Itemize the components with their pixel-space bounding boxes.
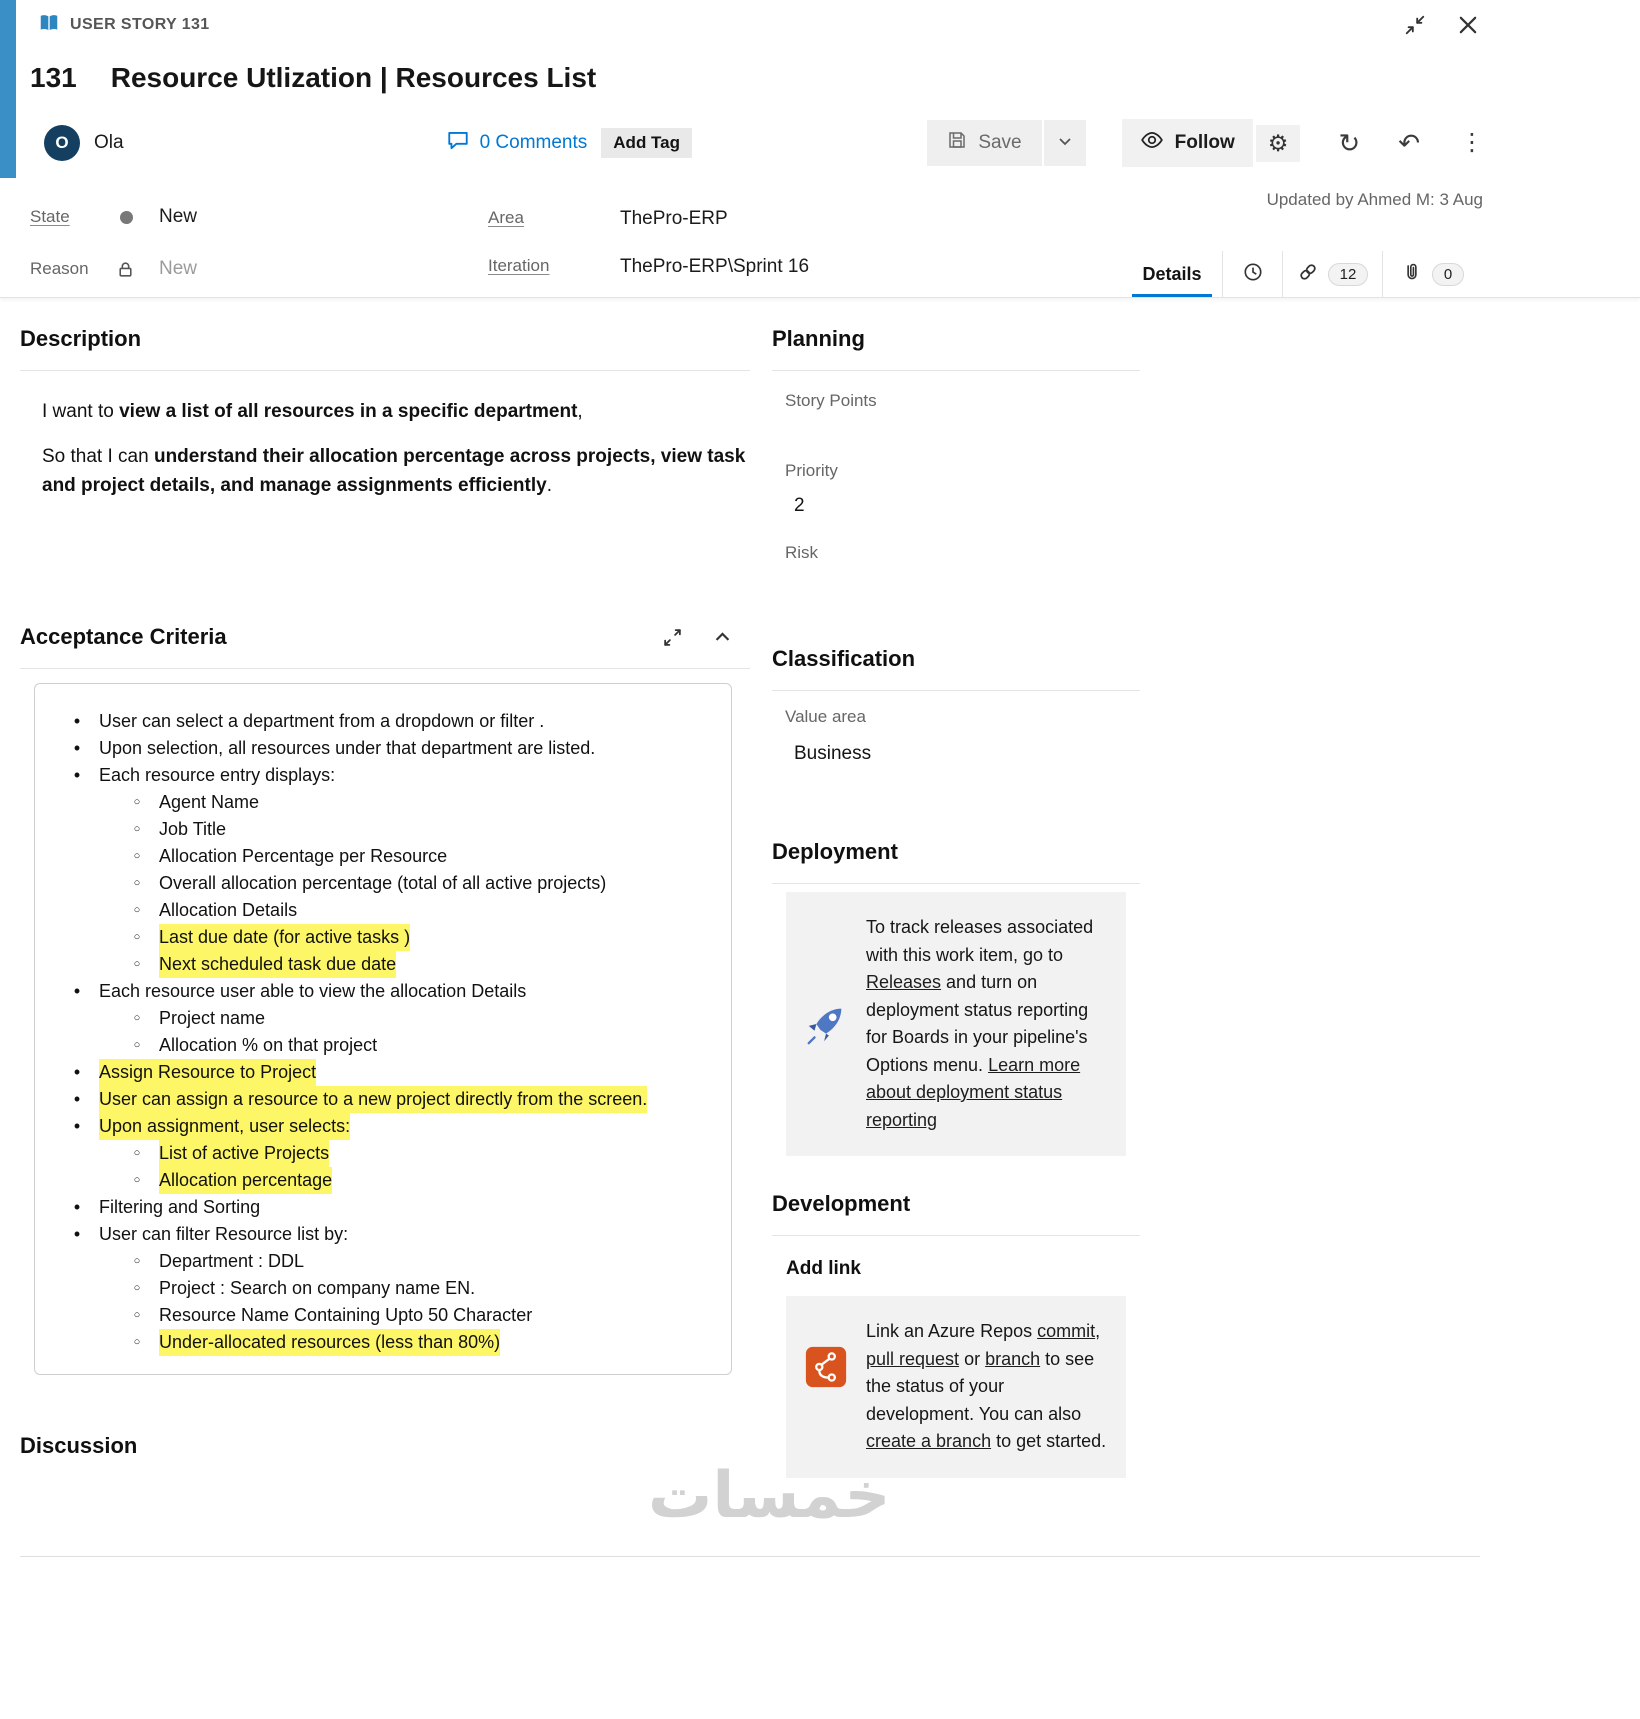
bullet-circle-icon: ○ — [133, 931, 141, 943]
expand-icon[interactable] — [662, 627, 683, 648]
bullet-circle-icon: ○ — [133, 1309, 141, 1321]
tab-details[interactable] — [1122, 251, 1222, 297]
deployment-panel — [786, 892, 1126, 1156]
acceptance-item: • Filtering and Sorting — [55, 1194, 667, 1221]
priority-value[interactable]: 2 — [794, 495, 805, 516]
acceptance-item: ○ Under-allocated resources (less than 80%) — [55, 1329, 667, 1356]
work-item-title[interactable] — [30, 62, 596, 94]
tab-links[interactable] — [1282, 251, 1382, 297]
development-heading-label: Development — [772, 1191, 911, 1216]
acceptance-item: ○ Allocation Percentage per Resource — [55, 843, 667, 870]
acceptance-item: ○ Next scheduled task due date — [55, 951, 667, 978]
bullet-disc-icon: • — [73, 1116, 81, 1136]
titlebar — [16, 0, 1640, 50]
development-heading — [772, 1163, 1140, 1236]
bullet-circle-icon: ○ — [133, 1282, 141, 1294]
save-icon — [947, 130, 967, 156]
deployment-heading-label: Deployment — [772, 839, 898, 864]
acceptance-criteria-heading-label: Acceptance Criteria — [20, 624, 227, 649]
chevron-down-icon — [1057, 133, 1073, 154]
tab-details-label: Details — [1142, 263, 1202, 284]
inline-link[interactable]: branch — [985, 1348, 1041, 1369]
bullet-circle-icon: ○ — [133, 823, 141, 835]
acceptance-item: • User can assign a resource to a new project directly from the screen. — [55, 1086, 667, 1113]
bullet-disc-icon: • — [73, 981, 81, 1001]
bullet-circle-icon: ○ — [133, 958, 141, 970]
toolbar — [16, 110, 1640, 176]
bullet-disc-icon: • — [73, 765, 81, 785]
area-value[interactable]: ThePro-ERP — [620, 208, 728, 229]
classification-heading-label: Classification — [772, 646, 916, 671]
value-area-value[interactable]: Business — [794, 743, 872, 764]
paperclip-icon — [1401, 261, 1423, 288]
main-column — [20, 298, 750, 1477]
value-area-label: Value area — [785, 707, 866, 726]
bullet-circle-icon: ○ — [133, 850, 141, 862]
bullet-circle-icon: ○ — [133, 796, 141, 808]
discussion-divider — [20, 1556, 1480, 1557]
discussion-heading — [20, 1405, 750, 1477]
story-points-label: Story Points — [785, 391, 877, 410]
save-label: Save — [978, 132, 1022, 153]
kebab-menu-icon[interactable]: ⋮ — [1460, 129, 1484, 156]
reason-label: Reason — [30, 259, 89, 278]
work-item-id: 131 — [30, 62, 77, 93]
links-count-badge: 12 — [1328, 263, 1369, 286]
acceptance-item: • Each resource user able to view the allocation Details — [55, 978, 667, 1005]
link-icon — [1297, 261, 1319, 288]
acceptance-item: ○ Job Title — [55, 816, 667, 843]
acceptance-item: ○ Overall allocation percentage (total of all active projects) — [55, 870, 667, 897]
work-item-type-color-bar — [0, 0, 16, 178]
bullet-circle-icon: ○ — [133, 1039, 141, 1051]
acceptance-criteria-heading — [20, 596, 750, 669]
development-panel — [786, 1296, 1126, 1478]
bullet-circle-icon: ○ — [133, 904, 141, 916]
state-field — [30, 206, 197, 228]
refresh-icon[interactable]: ↻ — [1338, 128, 1361, 158]
description-heading — [20, 298, 750, 371]
assignee-name[interactable]: Ola — [94, 132, 124, 153]
acceptance-item: • Upon selection, all resources under that department are listed. — [55, 735, 667, 762]
area-label: Area — [488, 208, 524, 227]
acceptance-criteria-box[interactable] — [34, 683, 732, 1375]
attachments-count-badge: 0 — [1432, 263, 1464, 286]
acceptance-item: ○ List of active Projects — [55, 1140, 667, 1167]
deployment-info-text: To track releases associated with this work item, go to Releases and turn on deployment status reporting for Boards in your pipeline's Options menu. Learn more about deployment status reporting — [866, 917, 1094, 1130]
classification-heading — [772, 618, 1140, 691]
window-controls — [1404, 13, 1480, 37]
area-field — [488, 208, 728, 230]
acceptance-item: ○ Agent Name — [55, 789, 667, 816]
state-dot-icon — [120, 211, 133, 224]
bullet-circle-icon: ○ — [133, 1174, 141, 1186]
follow-label: Follow — [1174, 132, 1235, 153]
inline-link[interactable]: commit — [1037, 1321, 1096, 1341]
acceptance-item: • Each resource entry displays: — [55, 762, 667, 789]
acceptance-item: • Assign Resource to Project — [55, 1059, 667, 1086]
inline-link[interactable]: Learn more about deployment status reporting — [866, 1054, 1081, 1130]
bullet-disc-icon: • — [73, 1224, 81, 1244]
bullet-circle-icon: ○ — [133, 1147, 141, 1159]
bullet-circle-icon: ○ — [133, 877, 141, 889]
acceptance-item: ○ Resource Name Containing Upto 50 Character — [55, 1302, 667, 1329]
iteration-value[interactable]: ThePro-ERP\Sprint 16 — [620, 256, 810, 277]
minimize-icon[interactable] — [1404, 14, 1426, 36]
save-button[interactable] — [927, 120, 1041, 166]
side-column — [772, 298, 1140, 1478]
acceptance-item: ○ Allocation Details — [55, 897, 667, 924]
inline-link[interactable]: pull request — [866, 1348, 960, 1369]
meta-strip — [0, 178, 1640, 298]
work-item-type — [38, 12, 210, 39]
state-label: State — [30, 207, 70, 226]
comments-button[interactable] — [446, 128, 588, 158]
reason-field — [30, 258, 197, 280]
planning-heading-label: Planning — [772, 326, 865, 351]
active-tab-underline — [1132, 294, 1212, 297]
inline-link[interactable]: create a branch — [866, 1431, 992, 1451]
acceptance-item: • Upon assignment, user selects: — [55, 1113, 667, 1140]
bullet-disc-icon: • — [73, 738, 81, 758]
tab-strip — [1122, 251, 1482, 297]
acceptance-item: ○ Last due date (for active tasks ) — [55, 924, 667, 951]
tab-history[interactable] — [1222, 251, 1282, 297]
azure-repos-icon — [800, 1318, 852, 1456]
undo-icon[interactable]: ↶ — [1398, 128, 1420, 158]
rocket-icon — [800, 914, 852, 1134]
acceptance-item: ○ Project : Search on company name EN. — [55, 1275, 667, 1302]
close-icon[interactable] — [1456, 13, 1480, 37]
acceptance-item: ○ Allocation % on that project — [55, 1032, 667, 1059]
deployment-heading — [772, 811, 1140, 884]
inline-link[interactable]: Releases — [866, 972, 942, 992]
bullet-disc-icon: • — [73, 1089, 81, 1109]
priority-label: Priority — [785, 461, 838, 480]
planning-heading — [772, 298, 1140, 371]
avatar[interactable]: O — [44, 125, 80, 161]
watermark: خمسات — [648, 1459, 891, 1531]
description-heading-label: Description — [20, 326, 142, 351]
acceptance-item: ○ Project name — [55, 1005, 667, 1032]
acceptance-list — [55, 708, 667, 1356]
save-split-button — [927, 120, 1085, 166]
eye-icon — [1140, 128, 1164, 158]
user-story-icon — [38, 12, 60, 39]
gear-icon[interactable]: ⚙ — [1256, 125, 1301, 162]
bullet-disc-icon: • — [73, 1062, 81, 1082]
risk-label: Risk — [785, 543, 819, 562]
history-icon — [1242, 261, 1264, 288]
acceptance-item: ○ Department : DDL — [55, 1248, 667, 1275]
chevron-up-icon[interactable] — [713, 628, 732, 647]
comment-bubble-icon — [446, 128, 470, 158]
bullet-circle-icon: ○ — [133, 1012, 141, 1024]
comments-label: 0 Comments — [479, 132, 588, 153]
discussion-heading-label: Discussion — [20, 1433, 138, 1458]
bullet-circle-icon: ○ — [133, 1255, 141, 1267]
bullet-disc-icon: • — [73, 1197, 81, 1217]
updated-by: Updated by Ahmed M: 3 Aug — [1266, 190, 1483, 209]
lock-icon — [116, 260, 135, 279]
description-body[interactable]: I want to view a list of all resources in a specific department, So that I can understand their allocation percentage across projects, view task and project details, and manage assignments efficiently. — [42, 401, 746, 496]
reason-value: New — [159, 258, 198, 279]
work-item-type-label: USER STORY 131 — [70, 16, 210, 33]
acceptance-item: ○ Allocation percentage — [55, 1167, 667, 1194]
development-info-text: Link an Azure Repos commit, pull request or branch to see the status of your development. You can also create a branch to get started. — [866, 1321, 1107, 1451]
iteration-field — [488, 256, 809, 278]
add-link-button[interactable]: Add link — [786, 1258, 861, 1279]
bullet-disc-icon: • — [73, 711, 81, 731]
follow-button[interactable] — [1122, 119, 1253, 167]
save-options-dropdown[interactable] — [1044, 120, 1086, 166]
tab-attachments[interactable] — [1382, 251, 1482, 297]
bullet-circle-icon: ○ — [133, 1336, 141, 1348]
work-item-title-text: Resource Utlization | Resources List — [110, 62, 597, 93]
acceptance-item: • User can select a department from a dropdown or filter . — [55, 708, 667, 735]
add-tag-button[interactable]: Add Tag — [601, 128, 692, 158]
state-value[interactable]: New — [159, 206, 198, 227]
acceptance-item: • User can filter Resource list by: — [55, 1221, 667, 1248]
iteration-label: Iteration — [488, 256, 550, 275]
